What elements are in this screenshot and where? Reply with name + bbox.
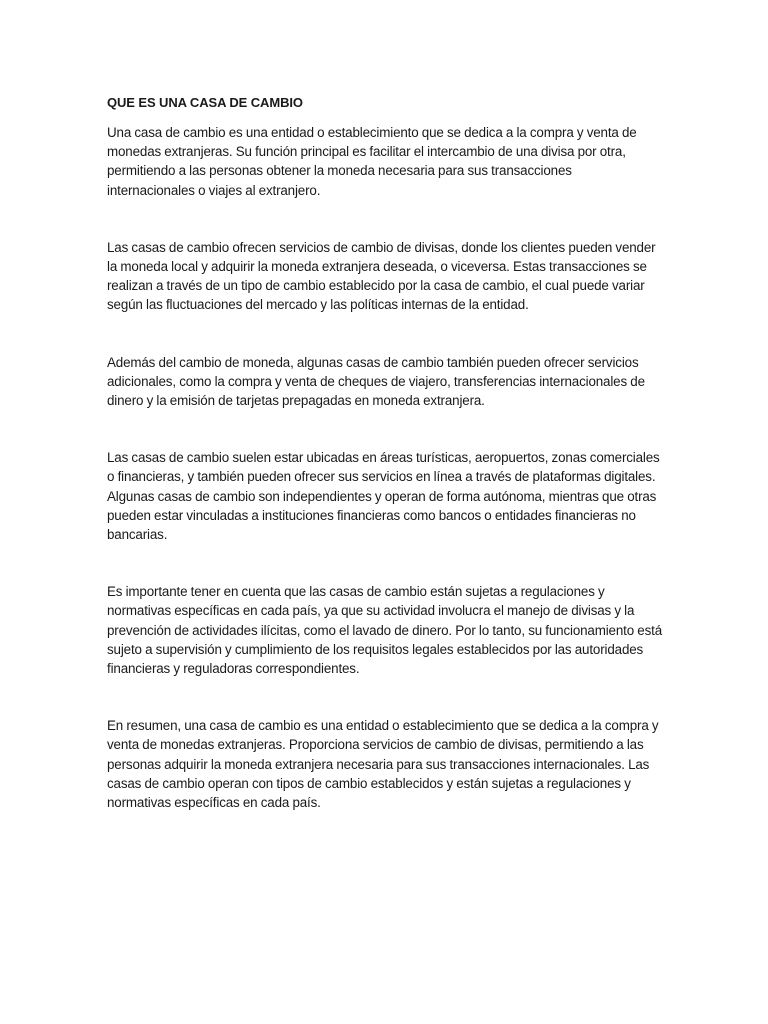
- document-title: QUE ES UNA CASA DE CAMBIO: [107, 95, 303, 110]
- paragraph-locations: Las casas de cambio suelen estar ubicadas en áreas turísticas, aeropuertos, zonas comerciales o financieras, y también pueden ofrecer sus servicios en línea a través de plataformas digitales. Algunas casas de cambio son independientes y operan de forma autónoma, mientras que otras pueden estar vinculadas a instituciones financieras como bancos o entidades financieras no bancarias.: [107, 450, 660, 543]
- document-page: [107, 93, 662, 850]
- paragraph-regulations: Es importante tener en cuenta que las casas de cambio están sujetas a regulaciones y normativas específicas en cada país, ya que su actividad involucra el manejo de divisas y la prevención de actividades ilícitas, como el lavado de dinero. Por lo tanto, su funcionamiento está sujeto a supervisión y cumplimiento de los requisitos legales establecidos por las autoridades financieras y reguladoras correspondientes.: [107, 584, 663, 677]
- paragraph-summary: En resumen, una casa de cambio es una entidad o establecimiento que se dedica a la compra y venta de monedas extranjeras. Proporciona servicios de cambio de divisas, permitiendo a las personas adquirir la moneda extranjera necesaria para sus transacciones internacionales. Las casas de cambio operan con tipos de cambio establecidos y están sujetas a regulaciones y normativas específicas en cada país.: [107, 718, 659, 811]
- paragraph-services: Las casas de cambio ofrecen servicios de cambio de divisas, donde los clientes pueden vender la moneda local y adquirir la moneda extranjera deseada, o viceversa. Estas transacciones se realizan a través de un tipo de cambio establecido por la casa de cambio, el cual puede variar según las fluctuaciones del mercado y las políticas internas de la entidad.: [107, 239, 656, 313]
- paragraph-additional-services: Además del cambio de moneda, algunas casas de cambio también pueden ofrecer servicios adicionales, como la compra y venta de cheques de viajero, transferencias internacionales de dinero y la emisión de tarjetas prepagadas en moneda extranjera.: [107, 354, 645, 409]
- paragraph-definition: Una casa de cambio es una entidad o establecimiento que se dedica a la compra y venta de monedas extranjeras. Su función principal es facilitar el intercambio de una divisa por otra, permitiendo a las personas obtener la moneda necesaria para sus transacciones internacionales o viajes al extranjero.: [107, 125, 637, 198]
